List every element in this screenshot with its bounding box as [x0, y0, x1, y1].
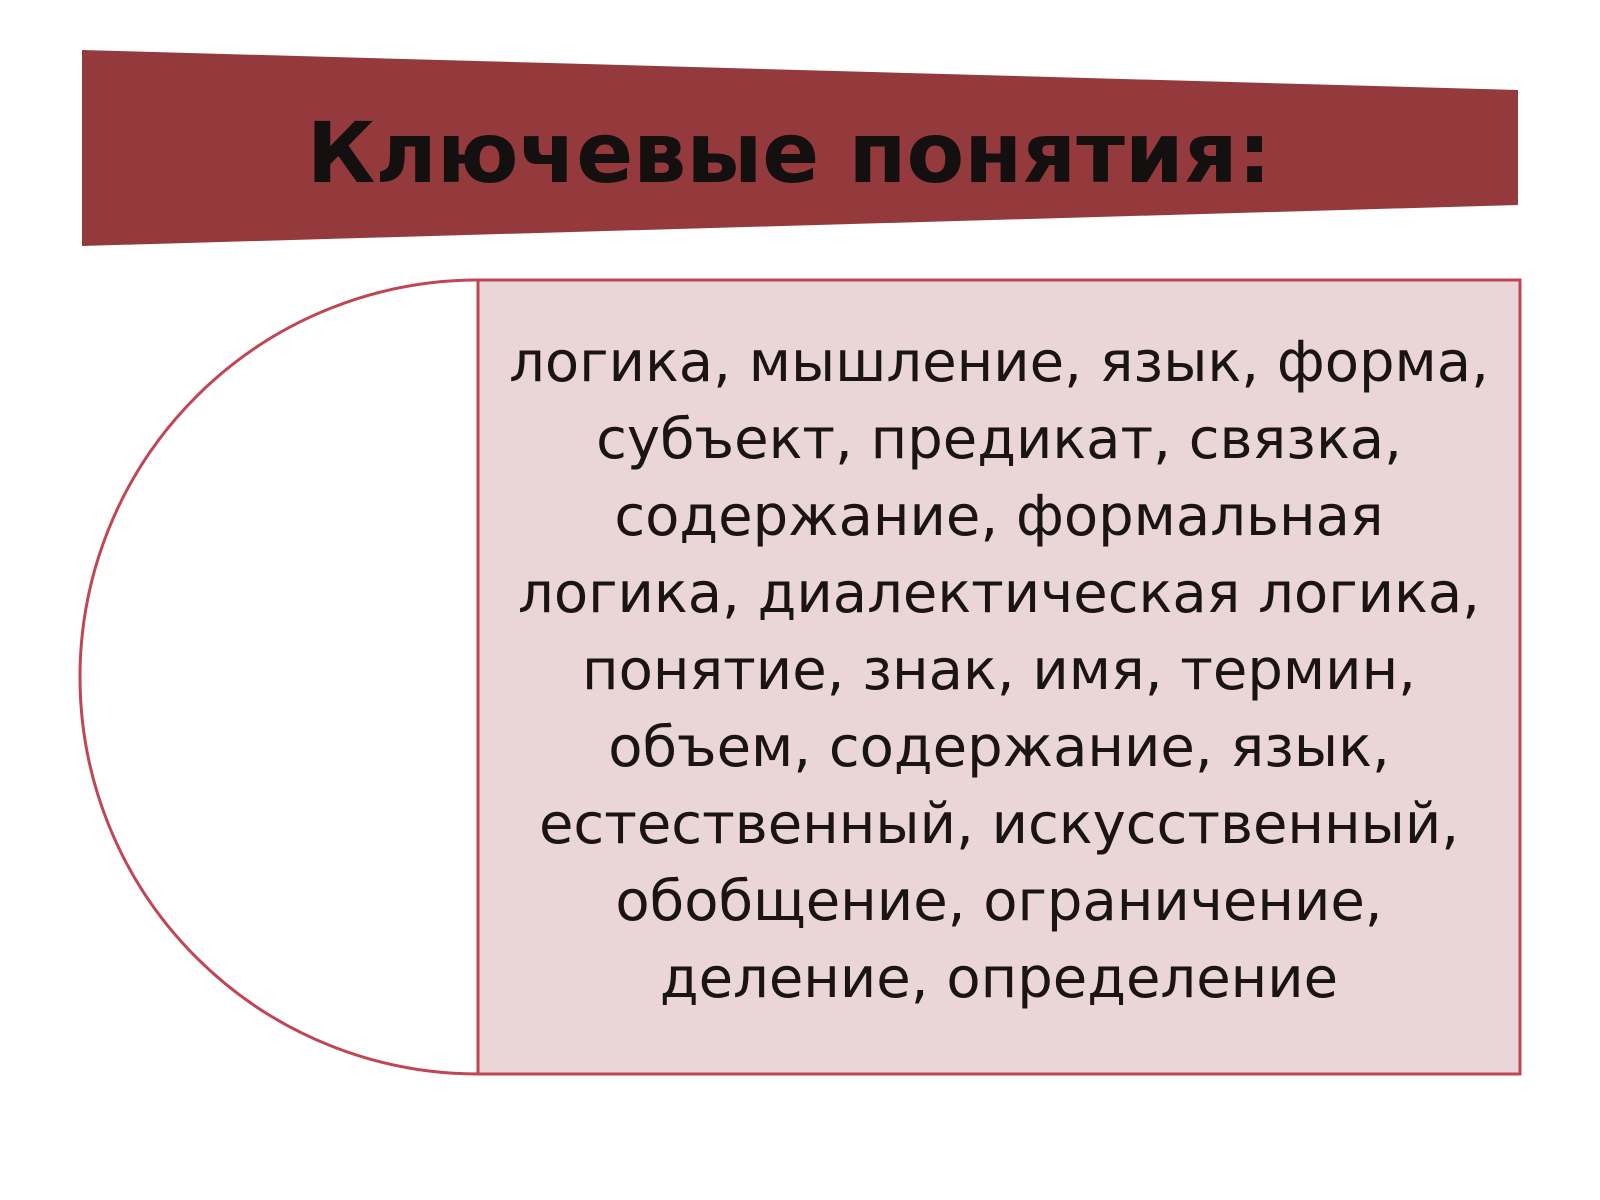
concept-line: объем, содержание, язык,: [608, 714, 1390, 780]
semicircle-shape: [80, 280, 478, 1074]
concepts-list: [478, 280, 1520, 1072]
concept-line: содержание, формальная: [614, 483, 1384, 549]
concept-line: деление, определение: [659, 945, 1339, 1011]
concept-line: логика, мышление, язык, форма,: [509, 329, 1489, 395]
concept-line: субъект, предикат, связка,: [596, 406, 1402, 472]
concept-line: понятие, знак, имя, термин,: [582, 637, 1416, 703]
concept-line: логика, диалектическая логика,: [518, 560, 1480, 626]
concept-line: обобщение, ограничение,: [615, 868, 1383, 934]
slide-title: Ключевые понятия:: [306, 104, 1272, 202]
concept-line: естественный, искусственный,: [538, 791, 1460, 857]
